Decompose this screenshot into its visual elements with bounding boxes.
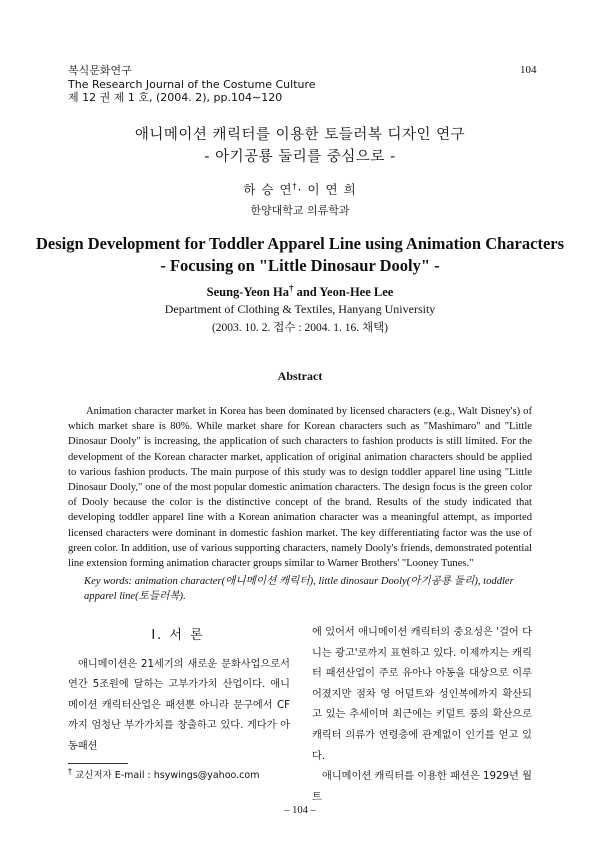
- footnote-text: 교신저자 E-mail : hsywings@yahoo.com: [71, 770, 260, 782]
- journal-name-en: The Research Journal of the Costume Culture: [68, 77, 316, 91]
- corresponding-mark: †: [292, 181, 298, 191]
- title-kr-main: 애니메이션 캐릭터를 이용한 토들러복 디자인 연구: [134, 127, 466, 143]
- section-heading-introduction: Ⅰ. 서 론: [151, 628, 205, 643]
- affiliation-kr: 한양대학교 의류학과: [250, 204, 350, 217]
- body-left-column: 애니메이션은 21세기의 새로운 문화사업으로서 연간 5조원에 달하는 고부가가치 산업이다. 애니메이션 캐릭터산업은 패션뿐 아니라 문구에서 CF까지 엄청난 부가가치를 창출하고 있다. 게다가 아동패션: [68, 659, 290, 752]
- body-right-column: [312, 623, 532, 808]
- body-right-paragraph-1: 에 있어서 애니메이션 캐릭터의 중요성은 '걸어 다니는 광고'로까지 표현하고 있다. 이제까지는 캐릭터 패션산업이 주로 유아나 아동을 대상으로 이루어졌지만 점차 영 어덜트와 성인복에까지 확산되고 있는 추세이며 최근에는 키덜트 풍의 확산으로 캐릭터 의류가 연령층에 관계없이 인기를 얻고 있다.: [312, 627, 532, 762]
- body-right-paragraph-2: 애니메이션 캐릭터를 이용한 패션은 1929년 월트: [312, 771, 532, 803]
- author-kr-second: · 이 연 희: [297, 182, 357, 197]
- footnote: [68, 767, 259, 781]
- received-dates: (2003. 10. 2. 접수 : 2004. 1. 16. 채택): [211, 322, 389, 334]
- affiliation-en: Department of Clothing & Textiles, Hanyang University: [164, 302, 436, 316]
- abstract-heading: Abstract: [277, 369, 323, 383]
- journal-header: [68, 64, 316, 105]
- abstract-text: Animation character market in Korea has been dominated by licensed characters (e.g., Walt Disney's) of which market share is 80%. While market share for Korean characters such as "Mashimaro" and "Little Dinosaur Dooly" is increasing, the application of such characters to fashion products is still limited. For the development of the Korean character market, application of original animation characters should be applied to various fashion products. The main purpose of this study was to design toddler apparel line using "Little Dinosaur Dooly," one of the most popular domestic animation characters. The design focus is the green color of Dooly because the color is the distinctive concept of the brand. Results of the study indicated that developing toddler apparel line with a Korean animation character was a meaningful attempt, as imported licensed characters were dominant in domestic fashion market. The key differentiating factor was the use of green color. In addition, use of various supporting characters, namely Dooly's friends, demonstrated potential line extension forming animation character groups similar to Warner Brothers' "Looney Tunes.": [68, 406, 532, 570]
- title-en-subtitle: - Focusing on "Little Dinosaur Dooly" -: [160, 256, 440, 275]
- title-en-main: Design Development for Toddler Apparel Line using Animation Characters: [35, 234, 565, 253]
- page-footer: – 104 –: [284, 805, 316, 816]
- authors-en: [0, 283, 600, 300]
- author-en-second: and Yeon-Hee Lee: [293, 285, 394, 300]
- corresponding-mark-en: †: [288, 283, 294, 293]
- author-en-first: Seung-Yeon Ha: [206, 285, 289, 300]
- author-kr-first: 하 승 연: [243, 182, 293, 197]
- footnote-divider: [68, 763, 128, 764]
- keywords: Key words: animation character(애니메이션 캐릭터), little dinosaur Dooly(아기공룡 둘리), toddler apparel line(토들러복).: [84, 576, 514, 602]
- title-kr-subtitle: - 아기공룡 둘리를 중심으로 -: [204, 149, 396, 165]
- page-number: 104: [520, 64, 537, 76]
- footnote-mark: †: [68, 767, 72, 776]
- journal-volume: 제 12 권 제 1 호, (2004. 2), pp.104∼120: [68, 91, 283, 104]
- journal-name-kr: 복식문화연구: [68, 64, 132, 77]
- authors-kr: [0, 180, 600, 198]
